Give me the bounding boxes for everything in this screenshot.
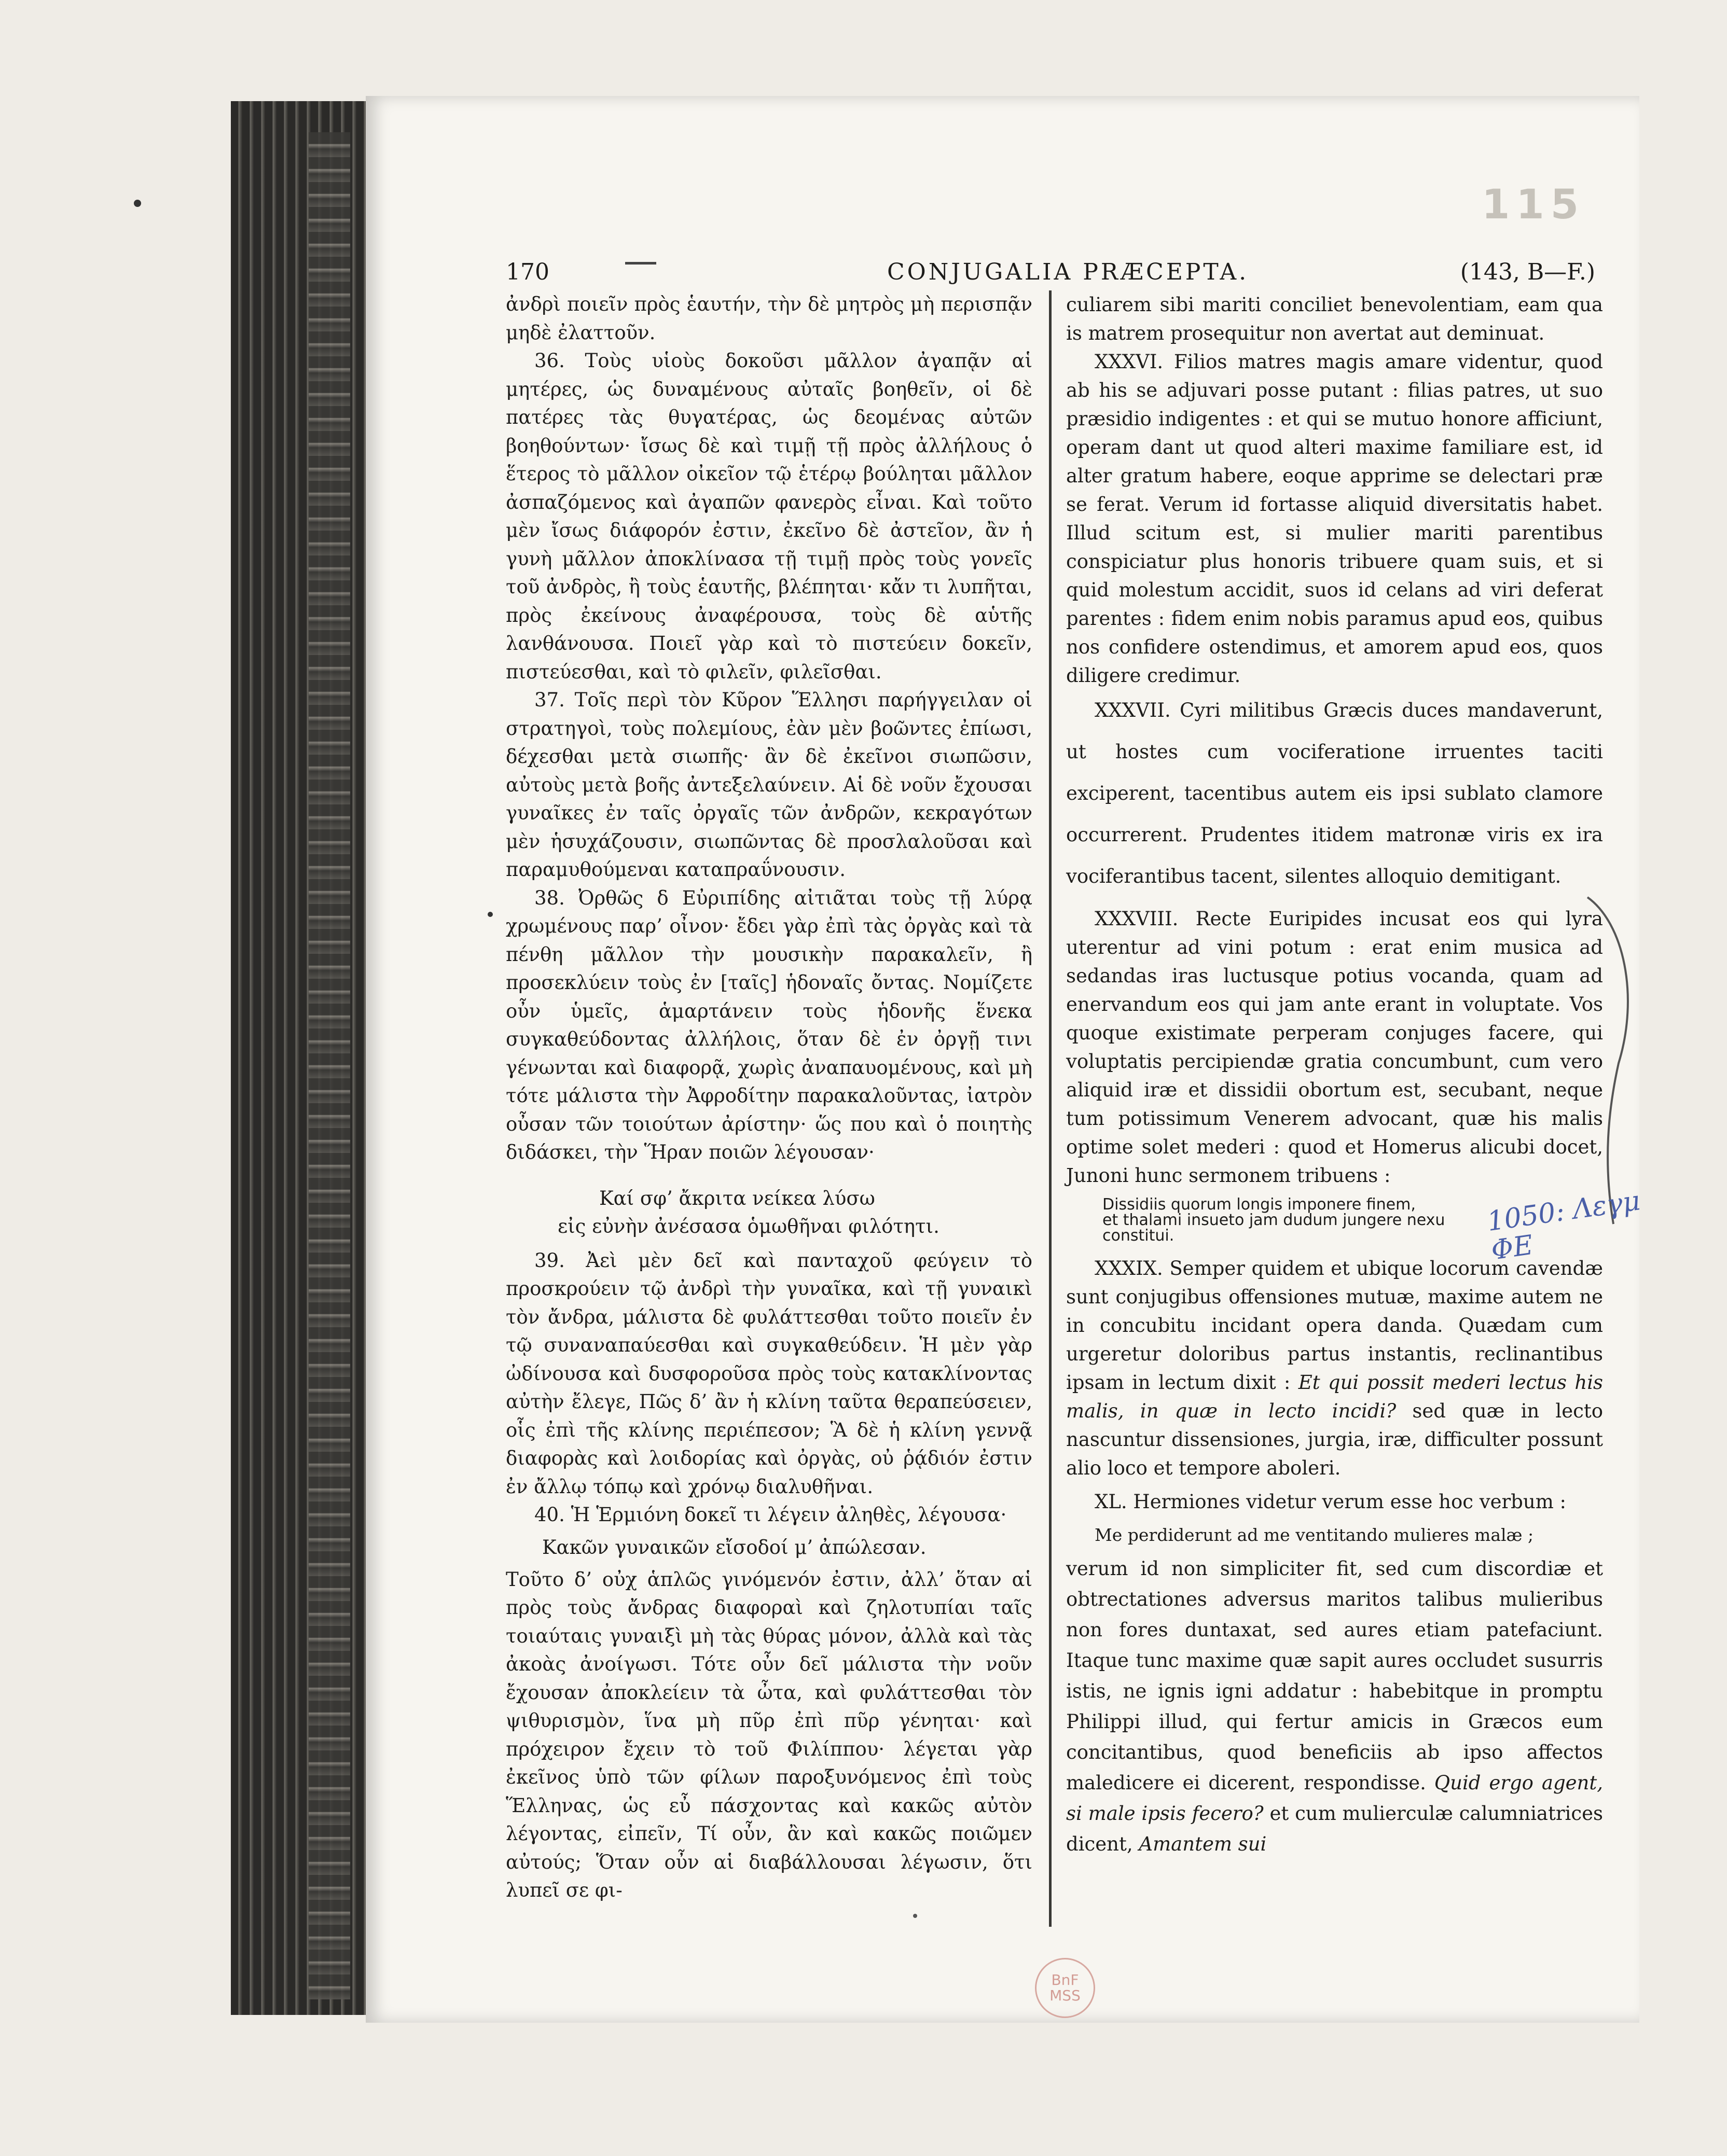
library-stamp-line-1: BnF: [1051, 1971, 1079, 1988]
greek-quote-40: Κακῶν γυναικῶν εἴσοδοί μ’ ἀπώλεσαν.: [542, 1536, 927, 1559]
latin-paragraph-38: XXXVIII. Recte Euripides incusat eos qui lyra uterentur ad vini potum : erat enim musica ad sedandas iras luctusque potius vocanda, quam ad enervandum eos qui jam ante erant in voluptate. Vos quoque existimate perperam conjuges facere, qui voluptatis percipiendæ gratia concumbunt, cum vero aliquid iræ et dissidii obortum est, secubant, neque tum potissimum Venerem advocant, quæ his malis optime solet mederi : quod et Homerus alicubi docet, Junoni hunc sermonem tribuens :: [1066, 908, 1603, 1187]
latin-quote-40: Me perdiderunt ad me ventitando mulieres malæ ;: [1095, 1525, 1534, 1545]
latin-paragraph-39: [1066, 1254, 1603, 1482]
latin-paragraph-39-rest: sed quæ in lecto nascuntur dissensiones, jurgia, iræ, difficulter possunt alio loco et tempore aboleri.: [1066, 1400, 1604, 1479]
latin-paragraph-40: XL. Hermiones videtur verum esse hoc verbum :: [1095, 1491, 1567, 1513]
latin-paragraph-40-quote-2: Amantem sui: [1139, 1833, 1267, 1855]
latin-verse-line-3: constitui.: [1102, 1227, 1175, 1245]
greek-paragraph-40: 40. Ἡ Ἑρμιόνη δοκεῖ τι λέγειν ἀληθὲς, λέγουσα·: [534, 1504, 1007, 1526]
latin-paragraph-40-continued: [1066, 1553, 1603, 1859]
marbled-page-edge: [309, 132, 350, 1999]
folio-stamp: 115: [1482, 182, 1585, 228]
latin-paragraph-40-rest: et cum mulierculæ calumniatrices dicent,: [1066, 1802, 1603, 1855]
latin-verse-line-1: Dissidiis quorum longis imponere finem,: [1102, 1195, 1416, 1214]
greek-paragraph-38: 38. Ὀρθῶς δ Εὐριπίδης αἰτιᾶται τοὺς τῇ λύρᾳ χρωμένους παρ’ οἶνον· ἔδει γὰρ ἐπὶ τὰς ὀργὰς καὶ τὰ πένθη μᾶλλον τὴν μουσικὴν παρακαλεῖν, ἢ προσεκλύειν τοὺς ἐν [ταῖς] ἡδοναῖς ὄντας. Νομίζετε οὖν ὑμεῖς, ἁμαρτάνειν τοὺς ἡδονῆς ἕνεκα συγκαθεύδοντας ἀλλήλοις, ὅταν δὲ ἐν ὀργῇ τινι γένωνται καὶ διαφορᾷ, χωρὶς ἀναπαυομένους, καὶ μὴ τότε μάλιστα τὴν Ἀφροδίτην παρακαλοῦντας, ἰατρὸν οὖσαν τῶν τοιούτων ἀρίστην· ὥς που καὶ ὁ ποιητὴς διδάσκει, τὴν Ἥραν ποιῶν λέγουσαν·: [506, 886, 1032, 1163]
book-spine-edge: [231, 101, 366, 2015]
handwritten-margin-note: 1050: Λεγμ ΦΕ: [1485, 1185, 1642, 1267]
latin-verse-line-2: et thalami insueto jam dudum jungere nexu: [1102, 1211, 1445, 1229]
latin-paragraph-continued: culiarem sibi mariti conciliet benevolentiam, eam qua is matrem prosequitur non avertat aut deminuat.: [1066, 294, 1603, 344]
latin-column: [1066, 290, 1603, 1859]
library-stamp-line-2: MSS: [1049, 1987, 1081, 2004]
greek-verse-line-1: Καί σφ’ ἄκριτα νείκεα λύσω: [599, 1187, 875, 1209]
greek-paragraph-39: 39. Ἀεὶ μὲν δεῖ καὶ πανταχοῦ φεύγειν τὸ προσκρούειν τῷ ἀνδρὶ τὴν γυναῖκα, καὶ τῇ γυναικὶ τὸν ἄνδρα, μάλιστα δὲ φυλάττεσθαι τοῦτο ποιεῖν ἐν τῷ συναναπαύεσθαι καὶ συγκαθεύδειν. Ἡ μὲν γὰρ ὠδίνουσα καὶ δυσφοροῦσα πρὸς τοὺς κατακλίνοντας αὐτὴν ἔλεγε, Πῶς δ’ ἂν ἡ κλίνη ταῦτα θεραπεύσειεν, οἷς ἐπὶ τῆς κλίνης περιέπεσον; Ἃ δὲ ἡ κλίνη γεννᾷ διαφορὰς καὶ λοιδορίας καὶ ὀργὰς, οὐ ῥᾴδιόν ἐστιν ἐν ἄλλῳ τόπῳ καὶ χρόνῳ διαλυθῆναι.: [506, 1249, 1032, 1498]
column-divider: [1049, 290, 1052, 1927]
greek-paragraph-40-continued: Τοῦτο δ’ οὐχ ἁπλῶς γινόμενόν ἐστιν, ἀλλ’ ὅταν αἱ πρὸς τοὺς ἄνδρας διαφοραὶ καὶ ζηλοτυπίαι ταῖς τοιαύταις γυναιξὶ μὴ τὰς θύρας μόνον, ἀλλὰ καὶ τὰς ἀκοὰς ἀνοίγωσι. Τότε οὖν δεῖ μάλιστα τὴν νοῦν ἔχουσαν ἀποκλείειν τὰ ὦτα, καὶ φυλάττεσθαι τὸν ψιθυρισμὸν, ἵνα μὴ πῦρ ἐπὶ πῦρ γένηται· καὶ πρόχειρον ἔχειν τὸ τοῦ Φιλίππου· λέγεται γὰρ ἐκεῖνος ὑπὸ τῶν φίλων παροξυνόμενος ἐπὶ τοὺς Ἕλληνας, ὡς εὖ πάσχοντας καὶ κακῶς αὐτὸν λέγοντας, εἰπεῖν, Τί οὖν, ἂν καὶ κακῶς ποιῶμεν αὐτούς; Ὅταν οὖν αἱ διαβάλλουσαι λέγωσιν, ὅτι λυπεῖ σε φι-: [506, 1568, 1032, 1901]
latin-paragraph-39-quote: Et qui possit mederi lectus his malis, in quæ in lecto incidi?: [1066, 1371, 1604, 1422]
latin-paragraph-37: XXXVII. Cyri militibus Græcis duces mandaverunt, ut hostes cum vociferatione irruentes taciti exciperent, tacentibus autem eis ipsi sublato clamore occurrerent. Prudentes itidem matronæ viris ex ira vociferantibus tacent, silentes alloquio demitigant.: [1066, 699, 1603, 887]
margin-dot-38: [488, 912, 493, 917]
running-title: CONJUGALIA PRÆCEPTA.: [887, 259, 1249, 285]
latin-paragraph-36: XXXVI. Filios matres magis amare videntur, quod ab his se adjuvari posse putant : filias patres, ut suo præsidio indigentes : et qui se mutuo honore afficiunt, operam dant ut quod alteri maxime familiare est, id alter gratum habere, eoque apprime se delectari præ se ferat. Verum id fortasse aliquid diversitatis habet. Illud scitum est, si mulier mariti parentibus conspiciatur plus honoris tribuere quam suis, et si quid molestum accidit, suos id celans ad viri deferat parentes : fidem enim nobis paramus apud eos, quibus nos confidere ostendimus, et amorem apud eos, quos diligere credimur.: [1066, 351, 1603, 687]
greek-paragraph-36: 36. Τοὺς υἱοὺς δοκοῦσι μᾶλλον ἀγαπᾷν αἱ μητέρες, ὡς δυναμένους αὐταῖς βοηθεῖν, οἱ δὲ πατέρες τὰς θυγατέρας, ὡς δεομένας αὐτῶν βοηθούντων· ἴσως δὲ καὶ τιμῇ τῇ πρὸς ἀλλήλους ὁ ἕτερος τὸ μᾶλλον οἰκεῖον τῷ ἑτέρῳ βούληται μᾶλλον ἀσπαζόμενος καὶ ἀγαπῶν φανερὸς εἶναι. Καὶ τοῦτο μὲν ἴσως διάφορόν ἐστιν, ἐκεῖνο δὲ ἀστεῖον, ἂν ἡ γυνὴ μᾶλλον ἀποκλίνασα τῇ τιμῇ πρὸς τοὺς γονεῖς τοῦ ἀνδρὸς, ἢ τοὺς ἑαυτῆς, βλέπηται· κἄν τι λυπῆται, πρὸς ἐκείνους ἀναφέρουσα, τοὺς δὲ αὑτῆς λανθάνουσα. Ποιεῖ γὰρ καὶ τὸ πιστεύειν δοκεῖν, πιστεύεσθαι, καὶ τὸ φιλεῖν, φιλεῖσθαι.: [506, 350, 1032, 683]
pencil-mark: [625, 262, 656, 265]
greek-paragraph-continued: ἀνδρὶ ποιεῖν πρὸς ἑαυτήν, τὴν δὲ μητρὸς μὴ περισπᾷν μηδὲ ἐλαττοῦν.: [506, 293, 1032, 344]
section-reference: (143, B—F.): [1460, 259, 1595, 285]
greek-paragraph-37: 37. Τοῖς περὶ τὸν Κῦρον Ἕλλησι παρήγγειλαν οἱ στρατηγοὶ, τοὺς πολεμίους, ἐὰν μὲν βοῶντες ἐπίωσι, δέχεσθαι μετὰ σιωπῆς· ἂν δὲ ἐκεῖνοι σιωπῶσιν, αὐτοὺς μετὰ βοῆς ἀντεξελαύνειν. Αἱ δὲ νοῦν ἔχουσαι γυναῖκες ἐν ταῖς ὀργαῖς τῶν ἀνδρῶν, κεκραγότων μὲν ἡσυχάζουσιν, σιωπῶντας δὲ προσλαλοῦσαι καὶ παραμυθούμεναι καταπραΰνουσιν.: [506, 689, 1032, 881]
margin-bracket-mark: [1577, 892, 1650, 1229]
greek-verse-line-2: εἰς εὐνὴν ἀνέσασα ὁμωθῆναι φιλότητι.: [558, 1215, 940, 1237]
margin-dot: [134, 200, 141, 207]
greek-column: [506, 290, 1032, 1905]
page-number: 170: [506, 259, 549, 285]
latin-paragraph-40-text: verum id non simpliciter fit, sed cum discordiæ et obtrectationes adversus maritos talibus mulieribus non fores duntaxat, sed aures etiam patefaciunt. Itaque tunc maxime quæ sapit aures occludet susurris istis, ne ignis igni addatur : habebitque in promptu Philippi illud, qui fertur amicis in Græcos eum concitantibus, quod beneficiis ab ipso affectos maledicere ei dicerent, respondisse.: [1066, 1557, 1603, 1794]
page-speck: [913, 1914, 917, 1918]
latin-paragraph-39-text: XXXIX. Semper quidem et ubique locorum cavendæ sunt conjugibus offensiones mutuæ, maxime autem ne in concubitu incidant opera danda. Quædam cum urgeretur doloribus partus instantis, reclinantibus ipsam in lectum dixit :: [1066, 1257, 1603, 1394]
running-header: [506, 254, 1595, 290]
latin-paragraph-40-quote: Quid ergo agent, si male ipsis fecero?: [1066, 1772, 1603, 1825]
library-stamp: [1035, 1958, 1095, 2018]
